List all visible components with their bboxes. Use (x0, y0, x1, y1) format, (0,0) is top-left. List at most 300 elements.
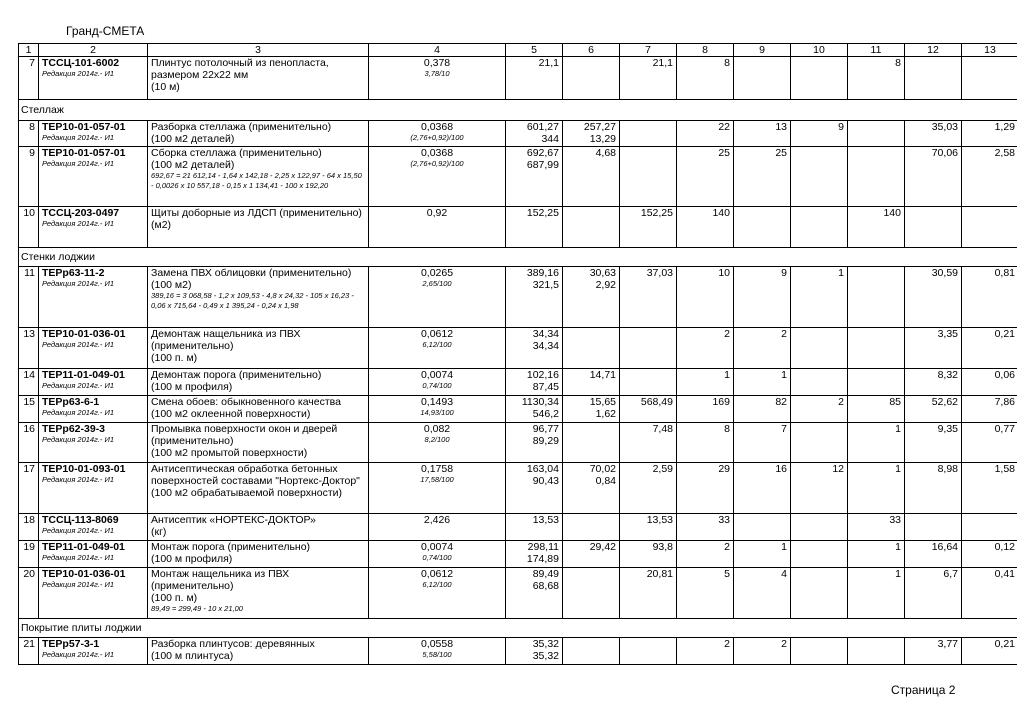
page-number: Страница 2 (891, 683, 956, 697)
name-line: Замена ПВХ облицовки (применительно) (151, 267, 352, 279)
quantity-formula: 3,78/10 (424, 69, 450, 78)
col-header: 10 (791, 44, 848, 57)
name-cell (148, 638, 369, 665)
code-cell (39, 57, 148, 100)
cell: 5 (677, 568, 734, 619)
code-cell (39, 514, 148, 541)
cell: 0,21 (962, 638, 1017, 665)
code-cell (39, 568, 148, 619)
quantity-formula: 6,12/100 (422, 340, 452, 349)
cost-formula: 89,49 = 299,49 - 10 x 21,00 (151, 604, 243, 613)
quantity-cell (369, 369, 506, 396)
cell: 14,71 (563, 369, 620, 396)
cell: 2 (734, 638, 791, 665)
name-line: (100 м2 деталей) (151, 133, 235, 145)
name-cell (148, 514, 369, 541)
table-row (19, 541, 1017, 568)
quantity-cell (369, 147, 506, 207)
quantity-formula: 5,58/100 (422, 650, 452, 659)
name-line: (м2) (151, 219, 172, 231)
unit-cost-cell (506, 267, 563, 328)
unit-cost-sub: 89,29 (532, 435, 559, 447)
unit-cost-sub: 35,32 (532, 650, 559, 662)
edition: Редакция 2014г.- И1 (42, 133, 114, 142)
quantity: 0,0558 (420, 638, 454, 650)
cell: 29,42 (563, 541, 620, 568)
quantity: 0,082 (423, 423, 451, 435)
quantity: 2,426 (423, 514, 451, 526)
cell (905, 207, 962, 248)
quantity: 0,0074 (420, 369, 454, 381)
row-number: 11 (19, 267, 39, 328)
cell: 2,58 (962, 147, 1017, 207)
name-line: (100 м2) (151, 279, 192, 291)
name-line: (применительно) (151, 340, 234, 352)
cell: 13,53 (620, 514, 677, 541)
quantity-cell (369, 57, 506, 100)
col-header: 1 (19, 44, 39, 57)
cell: 1 (791, 267, 848, 328)
edition: Редакция 2014г.- И1 (42, 279, 114, 288)
cell: 0,77 (962, 423, 1017, 463)
section-row (19, 619, 1017, 638)
quantity-formula: 8,2/100 (424, 435, 450, 444)
cell (620, 638, 677, 665)
cell (848, 267, 905, 328)
cell: 85 (848, 396, 905, 423)
cost-formula: 692,67 = 21 612,14 - 1,64 x 142,18 - 2,25 x 122,97 - 64 x 15,50 - 0,0026 x 10 557,18 - 0,15 x 1 134,41 - 100 x 192,20 (151, 171, 362, 190)
name-line: Промывка поверхности окон и дверей (151, 423, 338, 435)
name-cell (148, 568, 369, 619)
unit-cost-sub: 90,43 (532, 475, 559, 487)
edition: Редакция 2014г.- И1 (42, 580, 114, 589)
col-header: 6 (563, 44, 620, 57)
rate-code: ТЕР10-01-093-01 (42, 463, 126, 475)
unit-cost: 35,32 (532, 638, 559, 650)
quantity-cell (369, 638, 506, 665)
cell: 22 (677, 121, 734, 147)
quantity-formula: (2,76+0,92)/100 (410, 133, 464, 142)
cell: 82 (734, 396, 791, 423)
unit-cost-sub: 87,45 (532, 381, 559, 393)
col-header: 3 (148, 44, 369, 57)
unit-cost-cell (506, 638, 563, 665)
rate-code: ТЕР11-01-049-01 (42, 369, 125, 381)
code-cell (39, 328, 148, 369)
unit-cost-cell (506, 568, 563, 619)
name-line: Монтаж нащельника из ПВХ (151, 568, 290, 580)
cell: 1,58 (962, 463, 1017, 514)
quantity: 0,92 (426, 207, 448, 219)
cell: 0,06 (962, 369, 1017, 396)
unit-cost-cell: 13,53 (506, 514, 563, 541)
table-row (19, 638, 1017, 665)
cell (563, 638, 620, 665)
name-line: Плинтус потолочный из пенопласта, (151, 57, 329, 69)
name-line: Щиты доборные из ЛДСП (применительно) (151, 207, 362, 219)
code-cell (39, 463, 148, 514)
table-row (19, 57, 1017, 100)
cell: 20,81 (620, 568, 677, 619)
value: 257,27 (583, 121, 616, 133)
unit-cost: 34,34 (532, 328, 559, 340)
unit-cost-cell (506, 369, 563, 396)
value: 30,63 (589, 267, 616, 279)
rate-code: ТЕРр57-3-1 (42, 638, 100, 650)
cell: 7,86 (962, 396, 1017, 423)
unit-cost: 1130,34 (521, 396, 559, 408)
cell (563, 568, 620, 619)
col-header: 7 (620, 44, 677, 57)
cell: 2 (677, 541, 734, 568)
col-header: 4 (369, 44, 506, 57)
unit-cost-sub: 546,2 (532, 408, 559, 420)
code-cell (39, 423, 148, 463)
cell: 0,12 (962, 541, 1017, 568)
unit-cost: 692,67 (526, 147, 559, 159)
col-header: 8 (677, 44, 734, 57)
quantity: 0,0368 (420, 121, 454, 133)
rate-code: ТССЦ-113-8069 (42, 514, 119, 526)
value: 4,68 (595, 147, 616, 159)
name-cell (148, 369, 369, 396)
name-line: (100 м плинтуса) (151, 650, 234, 662)
unit-cost: 102,16 (526, 369, 559, 381)
cell (620, 328, 677, 369)
row-number: 7 (19, 57, 39, 100)
cell (962, 514, 1017, 541)
cell (563, 267, 620, 328)
cell (734, 207, 791, 248)
table-row (19, 207, 1017, 248)
table-row (19, 423, 1017, 463)
edition: Редакция 2014г.- И1 (42, 526, 114, 535)
cell: 16,64 (905, 541, 962, 568)
cell: 6,7 (905, 568, 962, 619)
name-line: (100 п. м) (151, 592, 198, 604)
col-header: 5 (506, 44, 563, 57)
edition: Редакция 2014г.- И1 (42, 340, 114, 349)
unit-cost-cell: 152,25 (506, 207, 563, 248)
quantity: 0,1758 (420, 463, 454, 475)
name-cell (148, 328, 369, 369)
row-number: 19 (19, 541, 39, 568)
table-row (19, 328, 1017, 369)
cell: 1 (848, 463, 905, 514)
column-number-header (19, 44, 1017, 57)
cell: 37,03 (620, 267, 677, 328)
unit-cost-sub: 687,99 (526, 159, 559, 171)
cell: 2 (677, 328, 734, 369)
cell: 7,48 (620, 423, 677, 463)
row-number: 20 (19, 568, 39, 619)
unit-cost-sub: 68,68 (532, 580, 559, 592)
value-sub: 1,62 (595, 408, 616, 420)
edition: Редакция 2014г.- И1 (42, 69, 114, 78)
code-cell (39, 147, 148, 207)
name-line: размером 22х22 мм (151, 69, 249, 81)
name-line: (100 м профиля) (151, 553, 233, 565)
name-line: (применительно) (151, 580, 234, 592)
unit-cost-cell (506, 541, 563, 568)
row-number: 15 (19, 396, 39, 423)
col-header: 9 (734, 44, 791, 57)
name-line: Сборка стеллажа (применительно) (151, 147, 322, 159)
cell (848, 369, 905, 396)
cell (791, 514, 848, 541)
quantity: 0,0612 (420, 568, 454, 580)
cell (791, 147, 848, 207)
cell (791, 638, 848, 665)
edition: Редакция 2014г.- И1 (42, 650, 114, 659)
cell: 1 (848, 423, 905, 463)
cell (734, 514, 791, 541)
name-cell (148, 396, 369, 423)
rate-code: ТЕР10-01-036-01 (42, 328, 126, 340)
unit-cost-cell (506, 147, 563, 207)
cell: 1 (848, 568, 905, 619)
name-cell (148, 147, 369, 207)
cell (563, 396, 620, 423)
row-number: 9 (19, 147, 39, 207)
name-line: Разборка стеллажа (применительно) (151, 121, 332, 133)
quantity-cell (369, 328, 506, 369)
cell (962, 57, 1017, 100)
name-line: Демонтаж порога (применительно) (151, 369, 322, 381)
cell (791, 57, 848, 100)
cell: 9 (734, 267, 791, 328)
cell (563, 328, 620, 369)
name-line: (100 м профиля) (151, 381, 233, 393)
edition: Редакция 2014г.- И1 (42, 159, 114, 168)
cell: 9 (791, 121, 848, 147)
quantity-formula: 14,93/100 (420, 408, 454, 417)
cell: 8 (677, 423, 734, 463)
cell: 3,77 (905, 638, 962, 665)
edition: Редакция 2014г.- И1 (42, 219, 114, 228)
name-line: Антисептик «НОРТЕКС-ДОКТОР» (151, 514, 316, 526)
cell (563, 57, 620, 100)
rate-code: ТЕР10-01-036-01 (42, 568, 126, 580)
rate-code: ТССЦ-203-0497 (42, 207, 120, 219)
cost-formula: 389,16 = 3 068,58 - 1,2 x 109,53 - 4,8 x 24,32 - 105 x 16,23 - 0,06 x 715,64 - 0,49 x 1 395,24 - 0,24 x 1,98 (151, 291, 354, 310)
rate-code: ТЕРр63-6-1 (42, 396, 100, 408)
unit-cost-cell (506, 423, 563, 463)
rate-code: ТЕРр63-11-2 (42, 267, 105, 279)
cell (905, 514, 962, 541)
table-row (19, 568, 1017, 619)
code-cell (39, 638, 148, 665)
quantity-cell (369, 541, 506, 568)
cell: 140 (848, 207, 905, 248)
name-cell (148, 121, 369, 147)
cell: 35,03 (905, 121, 962, 147)
rate-code: ТЕР11-01-049-01 (42, 541, 125, 553)
cell: 140 (677, 207, 734, 248)
cell: 25 (734, 147, 791, 207)
section-row (19, 100, 1017, 121)
cell: 2 (677, 638, 734, 665)
cell (734, 57, 791, 100)
document-title: Гранд-СМЕТА (66, 24, 145, 38)
rate-code: ТССЦ-101-6002 (42, 57, 120, 69)
row-number: 18 (19, 514, 39, 541)
table-row (19, 121, 1017, 147)
cell: 8 (677, 57, 734, 100)
name-line: Демонтаж нащельника из ПВХ (151, 328, 301, 340)
name-cell (148, 57, 369, 100)
name-line: Разборка плинтусов: деревянных (151, 638, 315, 650)
unit-cost-sub: 321,5 (532, 279, 559, 291)
cell: 7 (734, 423, 791, 463)
row-number: 17 (19, 463, 39, 514)
code-cell (39, 121, 148, 147)
name-line: (кг) (151, 526, 167, 538)
name-cell (148, 541, 369, 568)
name-cell (148, 267, 369, 328)
cell: 10 (677, 267, 734, 328)
row-number: 8 (19, 121, 39, 147)
unit-cost-sub: 34,34 (532, 340, 559, 352)
code-cell (39, 369, 148, 396)
unit-cost-cell (506, 328, 563, 369)
cell (848, 328, 905, 369)
cell: 1 (734, 369, 791, 396)
table-row (19, 463, 1017, 514)
row-number: 14 (19, 369, 39, 396)
cell: 1 (848, 541, 905, 568)
quantity-cell (369, 121, 506, 147)
section-row (19, 248, 1017, 267)
cell: 30,59 (905, 267, 962, 328)
quantity-cell (369, 568, 506, 619)
cell: 9,35 (905, 423, 962, 463)
cell: 0,41 (962, 568, 1017, 619)
edition: Редакция 2014г.- И1 (42, 475, 114, 484)
unit-cost-sub: 174,89 (526, 553, 559, 565)
rate-code: ТЕР10-01-057-01 (42, 147, 126, 159)
cell: 1 (677, 369, 734, 396)
cell (848, 638, 905, 665)
cell: 0,81 (962, 267, 1017, 328)
table-row (19, 147, 1017, 207)
quantity-cell (369, 396, 506, 423)
cell: 70,06 (905, 147, 962, 207)
cell: 169 (677, 396, 734, 423)
cell: 25 (677, 147, 734, 207)
name-line: (100 м2 оклеенной поверхности) (151, 408, 311, 420)
code-cell (39, 207, 148, 248)
name-line: Монтаж порога (применительно) (151, 541, 311, 553)
name-line: (применительно) (151, 435, 234, 447)
quantity-cell (369, 514, 506, 541)
cell (620, 147, 677, 207)
quantity: 0,0265 (420, 267, 454, 279)
cell (791, 568, 848, 619)
value: 15,65 (589, 396, 616, 408)
cell: 16 (734, 463, 791, 514)
cell: 21,1 (620, 57, 677, 100)
cell (620, 369, 677, 396)
cell (563, 463, 620, 514)
section-title: Стеллаж (19, 100, 1017, 121)
cell (848, 147, 905, 207)
unit-cost-cell (506, 463, 563, 514)
cell (791, 541, 848, 568)
unit-cost: 601,27 (526, 121, 559, 133)
name-line: (100 м2 промытой поверхности) (151, 447, 308, 459)
quantity-formula: 17,58/100 (420, 475, 454, 484)
quantity-formula: 0,74/100 (422, 553, 452, 562)
section-title: Стенки лоджии (19, 248, 1017, 267)
cell: 1 (734, 541, 791, 568)
cell: 13 (734, 121, 791, 147)
col-header: 13 (962, 44, 1017, 57)
cell: 2,59 (620, 463, 677, 514)
name-line: Антисептическая обработка бетонных (151, 463, 338, 475)
unit-cost-cell (506, 396, 563, 423)
code-cell (39, 267, 148, 328)
value-sub: 13,29 (589, 133, 616, 145)
col-header: 2 (39, 44, 148, 57)
cell (563, 514, 620, 541)
quantity-formula: 6,12/100 (422, 580, 452, 589)
name-cell (148, 207, 369, 248)
row-number: 13 (19, 328, 39, 369)
name-line: (100 п. м) (151, 352, 198, 364)
edition: Редакция 2014г.- И1 (42, 553, 114, 562)
row-number: 21 (19, 638, 39, 665)
section-title: Покрытие плиты лоджии (19, 619, 1017, 638)
quantity: 0,0612 (420, 328, 454, 340)
name-cell (148, 463, 369, 514)
cell (791, 423, 848, 463)
cell (905, 57, 962, 100)
cell (563, 121, 620, 147)
name-line: (10 м) (151, 81, 180, 93)
value-sub: 2,92 (595, 279, 616, 291)
col-header: 12 (905, 44, 962, 57)
unit-cost-sub: 344 (541, 133, 559, 145)
code-cell (39, 396, 148, 423)
cell: 1,29 (962, 121, 1017, 147)
cell (791, 369, 848, 396)
cell: 3,35 (905, 328, 962, 369)
cell (563, 207, 620, 248)
cell: 568,49 (620, 396, 677, 423)
unit-cost: 21,1 (538, 57, 559, 69)
value-sub: 0,84 (595, 475, 616, 487)
cell: 8,32 (905, 369, 962, 396)
name-line: (100 м2 обрабатываемой поверхности) (151, 487, 343, 499)
name-line: (100 м2 деталей) (151, 159, 235, 171)
quantity-cell (369, 463, 506, 514)
unit-cost: 298,11 (527, 541, 559, 553)
cell (620, 121, 677, 147)
cell: 33 (677, 514, 734, 541)
rate-code: ТЕРр62-39-3 (42, 423, 106, 435)
edition: Редакция 2014г.- И1 (42, 381, 114, 390)
cell: 33 (848, 514, 905, 541)
edition: Редакция 2014г.- И1 (42, 408, 114, 417)
cell: 0,21 (962, 328, 1017, 369)
row-number: 10 (19, 207, 39, 248)
cell: 2 (791, 396, 848, 423)
cell: 8,98 (905, 463, 962, 514)
quantity: 0,1493 (420, 396, 454, 408)
quantity-formula: (2,76+0,92)/100 (410, 159, 464, 168)
col-header: 11 (848, 44, 905, 57)
